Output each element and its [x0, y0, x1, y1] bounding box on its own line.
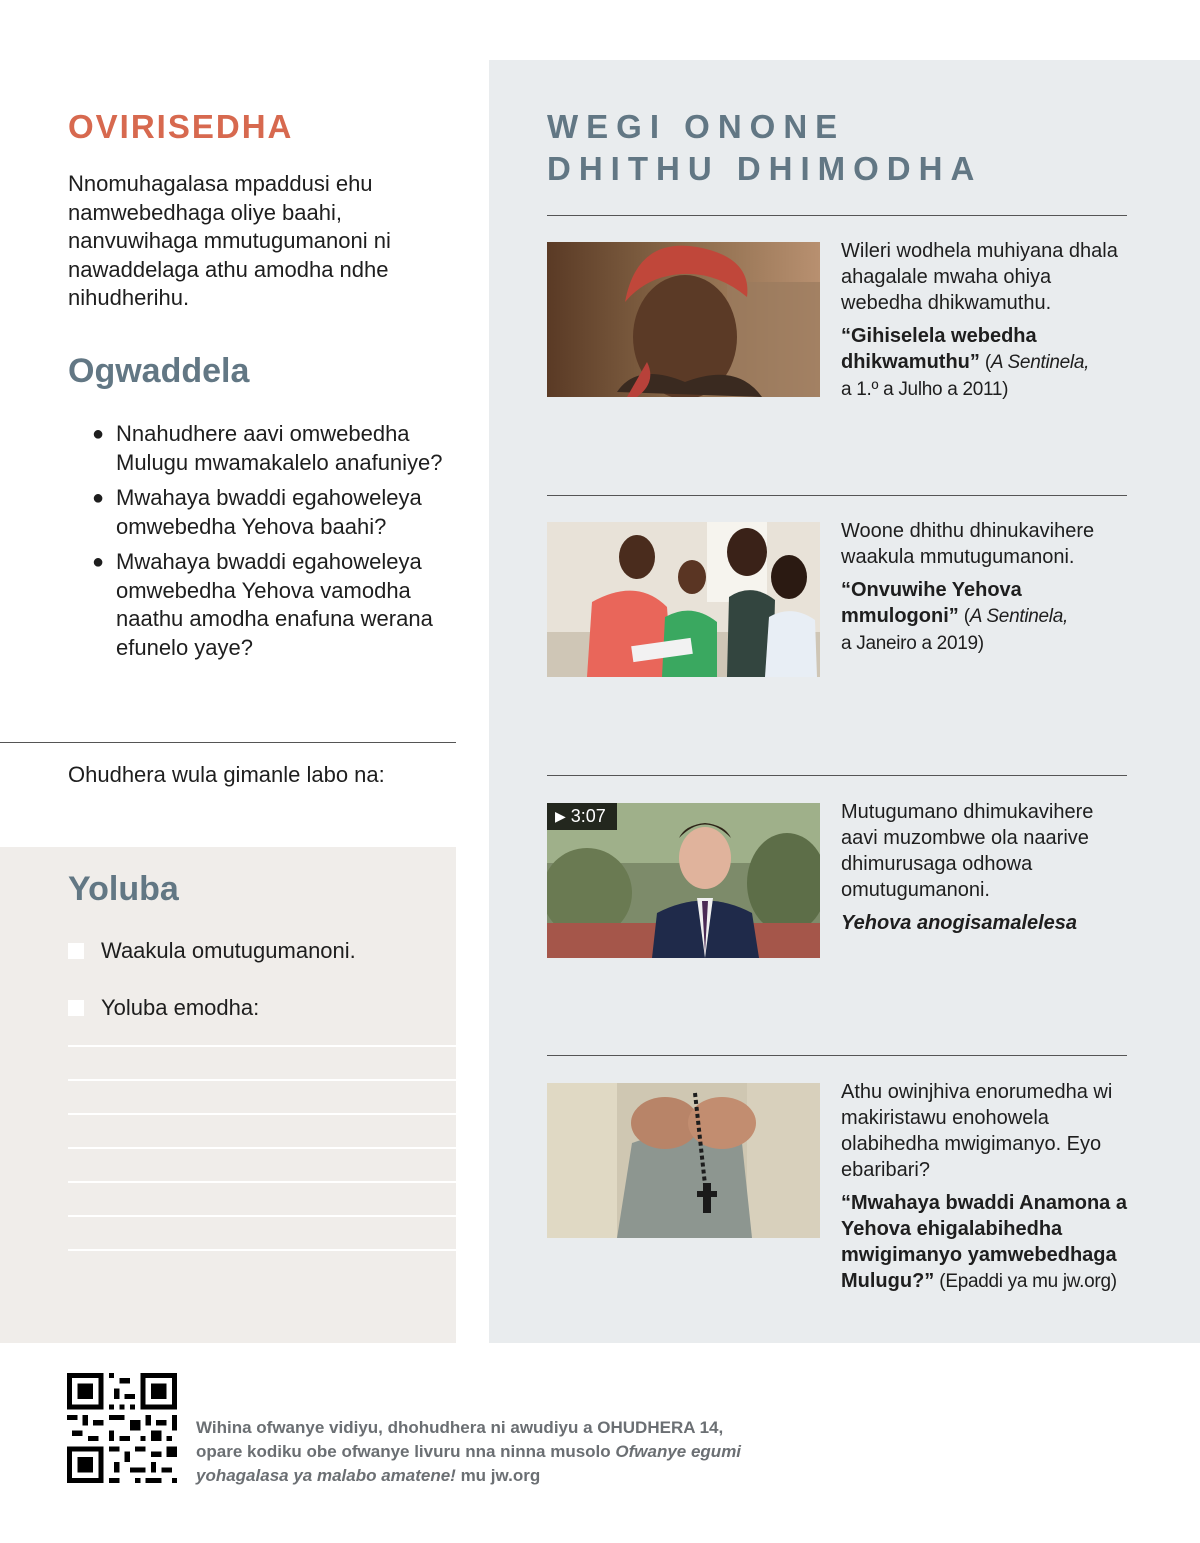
qr-code[interactable] [67, 1373, 177, 1483]
checkbox[interactable] [68, 1000, 84, 1016]
yoluba-checkbox-item[interactable] [68, 938, 356, 964]
bullet-icon: ● [92, 423, 105, 445]
writing-line[interactable] [68, 1045, 456, 1047]
reference-date: a 1.º a Julho a 2011) [841, 379, 1009, 400]
question-text: Nnahudhere aavi omwebedha Mulugu mwamakalelo anafuniye? [116, 421, 443, 475]
footer-text-part: mu jw.org [455, 1466, 541, 1485]
footer-text-part: Wihina ofwanye vidiyu, dhohudhera ni awudiyu a OHUDHERA 14, opare kodiku obe ofwanye livuru nna ninna musolo [196, 1418, 724, 1461]
ogwaddela-heading: Ogwaddela [68, 352, 250, 390]
item-divider [547, 1055, 1127, 1056]
video-title[interactable]: Yehova anogisamalelesa [841, 912, 1078, 934]
item-divider [547, 495, 1127, 496]
item-divider [547, 775, 1127, 776]
yoluba-checkbox-item[interactable] [68, 995, 259, 1021]
question-text: Mwahaya bwaddi egahoweleya omwebedha Yehova baahi? [116, 485, 422, 539]
writing-line[interactable] [68, 1181, 456, 1183]
checkbox-label: Waakula omutugumanoni. [101, 938, 356, 963]
play-icon: ▶ [555, 808, 566, 824]
wegi-onone-heading [547, 106, 982, 190]
question-item [92, 484, 462, 541]
ovirisedha-heading: OVIRISEDHA [68, 108, 294, 145]
question-item [92, 420, 462, 477]
item-description: Athu owinjhiva enorumedha wi makiristawu enohowela olabihedha mwigimanyo. Eyo ebaribari? [841, 1081, 1113, 1181]
reference-date: a Janeiro a 2019) [841, 633, 984, 654]
bullet-icon: ● [92, 551, 105, 573]
writing-line[interactable] [68, 1249, 456, 1251]
item-reference[interactable] [841, 577, 1131, 657]
question-list [92, 420, 462, 669]
item-reference[interactable] [841, 1190, 1131, 1295]
item-description: Woone dhithu dhinukavihere waakula mmutugumanoni. [841, 520, 1095, 568]
video-duration-badge[interactable] [547, 803, 617, 830]
item-divider [547, 215, 1127, 216]
reference-title[interactable]: “Mwahaya bwaddi Anamona a Yehova ehigalabihedha mwigimanyo yamwebedhaga Mulugu?” [841, 1192, 1127, 1292]
yoluba-heading: Yoluba [68, 870, 179, 908]
heading-line: DHITHU DHIMODHA [547, 150, 983, 187]
writing-line[interactable] [68, 1079, 456, 1081]
reference-title[interactable]: “Gihiselela webedha dhikwamuthu” [841, 325, 1037, 373]
yoluba-panel [0, 847, 456, 1343]
footer-instructions [196, 1416, 756, 1488]
book-title-link[interactable]: Ofwanye egumi yohagalasa ya malabo amatene! [196, 1442, 742, 1485]
item-description: Wileri wodhela muhiyana dhala ahagalale mwaha ohiya webedha dhikwamuthu. [841, 240, 1118, 314]
item-description: Mutugumano dhimukavihere aavi muzombwe ola naarive dhimurusaga odhowa omutugumanoni. [841, 801, 1094, 901]
item-reference[interactable] [841, 910, 1131, 936]
reference-source: (Epaddi ya mu jw.org) [934, 1271, 1117, 1292]
woman-portrait-image[interactable] [547, 242, 820, 397]
family-study-image[interactable] [547, 522, 820, 677]
heading-line: WEGI ONONE [547, 108, 846, 145]
reference-title[interactable]: “Onvuwihe Yehova mmulogoni” [841, 579, 1022, 627]
ovirisedha-paragraph: Nnomuhagalasa mpaddusi ehu namwebedhaga oliye baahi, nanvuwihaga mmutugumanoni ni nawaddelaga athu amodha ndhe nihudherihu. [68, 171, 391, 310]
writing-line[interactable] [68, 1147, 456, 1149]
rosary-hands-image[interactable] [547, 1083, 820, 1238]
reference-publication: A Sentinela, [969, 606, 1068, 627]
checkbox[interactable] [68, 943, 84, 959]
ohudhera-date-label: Ohudhera wula gimanle labo na: [68, 762, 385, 787]
video-duration: 3:07 [570, 806, 606, 826]
question-text: Mwahaya bwaddi egahoweleya omwebedha Yehova vamodha naathu amodha enafuna werana efunelo yaye? [116, 549, 433, 660]
checkbox-label: Yoluba emodha: [101, 995, 260, 1020]
reference-publication: A Sentinela, [990, 352, 1090, 373]
question-item [92, 548, 462, 662]
bullet-icon: ● [92, 487, 105, 509]
writing-line[interactable] [68, 1113, 456, 1115]
reference-open: ( [979, 352, 991, 373]
section-divider [0, 742, 456, 743]
writing-line[interactable] [68, 1215, 456, 1217]
item-reference[interactable] [841, 323, 1131, 403]
reference-open: ( [958, 606, 970, 627]
